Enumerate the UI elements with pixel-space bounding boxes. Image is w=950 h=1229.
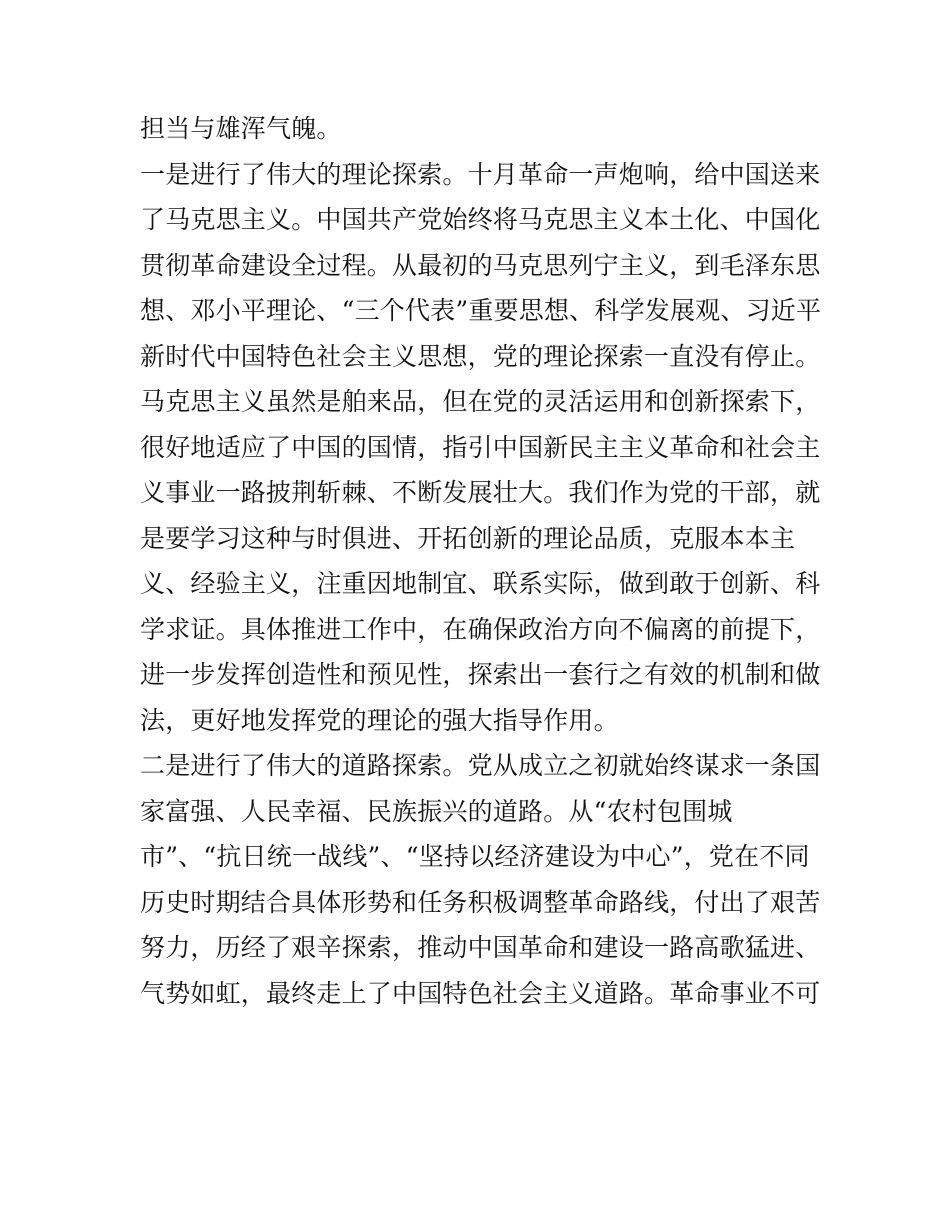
text-line: 学求证。具体推进工作中，在确保政治方向不偏离的前提下， xyxy=(140,614,821,644)
text-line: 历史时期结合具体形势和任务积极调整革命路线，付出了艰苦 xyxy=(140,887,821,917)
text-line: 是要学习这种与时俱进、开拓创新的理论品质，克服本本主 xyxy=(140,523,796,553)
text-line: 气势如虹，最终走上了中国特色社会主义道路。革命事业不可 xyxy=(140,978,821,1008)
text-line: 很好地适应了中国的国情，指引中国新民主主义革命和社会主 xyxy=(140,432,821,462)
text-line: 了马克思主义。中国共产党始终将马克思主义本土化、中国化 xyxy=(140,205,821,234)
text-line: 义、经验主义，注重因地制宜、联系实际，做到敢于创新、科 xyxy=(140,569,821,598)
text-line: 二是进行了伟大的道路探索。党从成立之初就始终谋求一条国 xyxy=(140,751,821,780)
document-body xyxy=(140,106,820,1016)
text-line: 义事业一路披荆斩棘、不断发展壮大。我们作为党的干部，就 xyxy=(140,478,821,507)
text-line: 市”、“抗日统一战线”、“坚持以经济建设为中心”，党在不同 xyxy=(140,842,810,871)
text-line: 一是进行了伟大的理论探索。十月革命一声炮响，给中国送来 xyxy=(140,159,821,189)
text-line: 法，更好地发挥党的理论的强大指导作用。 xyxy=(140,705,619,735)
text-line: 贯彻革命建设全过程。从最初的马克思列宁主义，到毛泽东思 xyxy=(140,250,821,280)
text-line: 努力，历经了艰辛探索，推动中国革命和建设一路高歌猛进、 xyxy=(140,933,821,962)
text-line: 进一步发挥创造性和预见性，探索出一套行之有效的机制和做 xyxy=(140,660,821,689)
text-line: 新时代中国特色社会主义思想，党的理论探索一直没有停止。 xyxy=(140,341,821,371)
text-line: 家富强、人民幸福、民族振兴的道路。从“农村包围城 xyxy=(140,796,733,826)
text-line: 马克思主义虽然是舶来品，但在党的灵活运用和创新探索下， xyxy=(140,387,821,416)
text-line: 想、邓小平理论、“三个代表”重要思想、科学发展观、习近平 xyxy=(140,296,822,325)
text-line: 担当与雄浑气魄。 xyxy=(140,114,342,143)
